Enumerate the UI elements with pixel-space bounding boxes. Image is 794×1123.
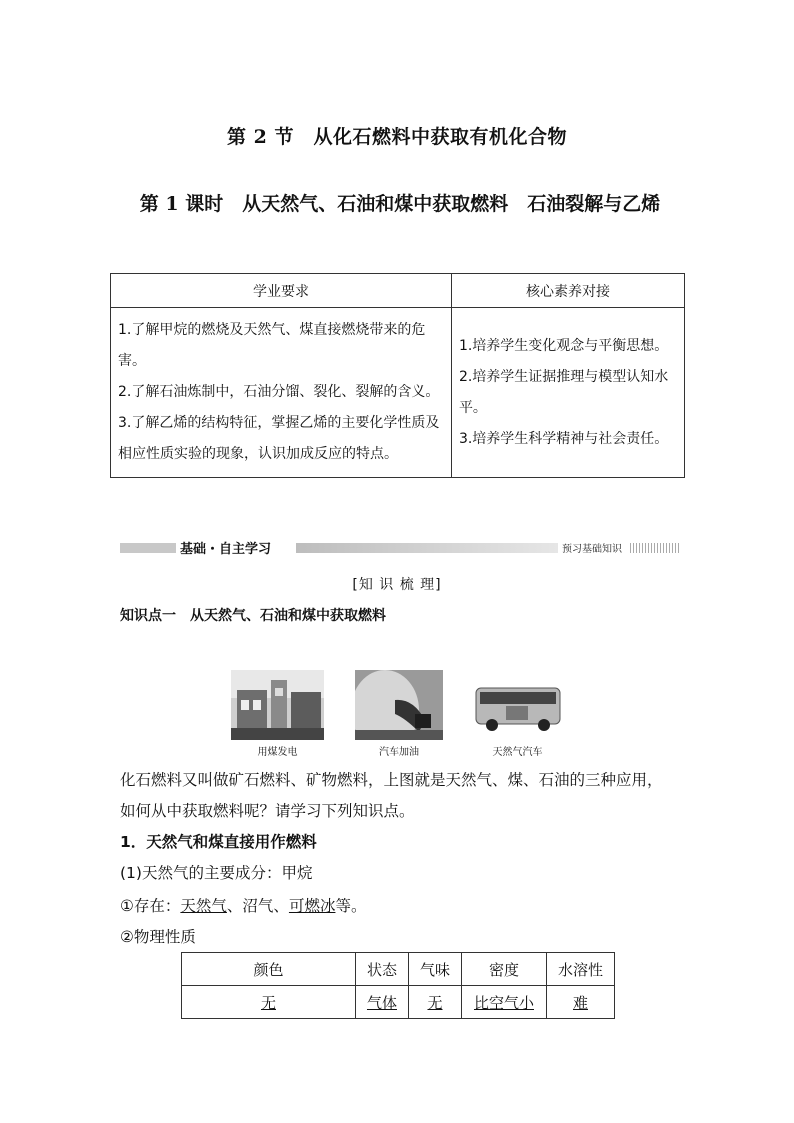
- table-row: [182, 953, 615, 986]
- table-header-cell: 密度: [462, 953, 547, 986]
- table-header-cell: 状态: [356, 953, 409, 986]
- physical-property-heading: ②物理性质: [120, 928, 196, 946]
- blank-answer: 可燃冰: [288, 897, 336, 915]
- table-cell: 无: [182, 986, 356, 1019]
- header-core-literacy: 核心素养对接: [451, 274, 684, 308]
- power-plant-photo: [231, 670, 324, 740]
- table-cell: 气体: [356, 986, 409, 1019]
- table-header-cell: 颜色: [182, 953, 356, 986]
- section-banner: [120, 540, 680, 557]
- banner-bar-middle: [296, 543, 558, 553]
- natural-gas-bus-photo: [470, 670, 565, 740]
- literacy-item: 3.培养学生科学精神与社会责任。: [458, 430, 669, 447]
- requirement-item: 1.了解甲烷的燃烧及天然气、煤直接燃烧带来的危害。: [118, 322, 426, 369]
- requirements-table: [110, 273, 685, 478]
- existence-line: ①存在：天然气、沼气、可燃冰等。: [120, 897, 367, 915]
- photo-caption: 天然气汽车: [492, 747, 543, 758]
- banner-right-label: 预习基础知识: [562, 544, 622, 555]
- section-title: [知 识 梳 理]: [352, 577, 442, 593]
- banner-bar-right: [630, 543, 680, 553]
- literacy-item: 2.培养学生证据推理与模型认知水平。: [458, 368, 669, 416]
- banner-bar-left: [120, 543, 176, 553]
- photo-caption: 用煤发电: [257, 747, 298, 758]
- table-cell: 比空气小: [462, 986, 547, 1019]
- lesson-subtitle: 第 1 课时 从天然气、石油和煤中获取燃料 石油裂解与乙烯: [139, 193, 661, 215]
- heading-natural-gas-coal: 1．天然气和煤直接用作燃料: [120, 833, 317, 851]
- table-cell: 难: [547, 986, 615, 1019]
- property-table: [181, 952, 615, 1019]
- header-requirements: 学业要求: [111, 274, 452, 308]
- requirement-item: 3.了解乙烯的结构特征，掌握乙烯的主要化学性质及相应性质实验的现象，认识加成反应的特点。: [118, 415, 440, 462]
- refueling-photo: [355, 670, 443, 740]
- table-header-cell: 气味: [409, 953, 462, 986]
- table-header-cell: 水溶性: [547, 953, 615, 986]
- banner-label: 基础・自主学习: [180, 542, 272, 557]
- photo-caption: 汽车加油: [379, 747, 419, 758]
- main-component-line: (1)天然气的主要成分：甲烷: [120, 864, 313, 882]
- requirement-item: 2.了解石油炼制中，石油分馏、裂化、裂解的含义。: [118, 384, 440, 400]
- intro-line: 化石燃料又叫做矿石燃料、矿物燃料，上图就是天然气、煤、石油的三种应用，: [120, 771, 663, 789]
- intro-line: 如何从中获取燃料呢？请学习下列知识点。: [120, 802, 415, 820]
- table-cell: 无: [409, 986, 462, 1019]
- knowledge-point-heading: 知识点一 从天然气、石油和煤中获取燃料: [120, 608, 386, 624]
- page-title: 第 2 节 从化石燃料中获取有机化合物: [227, 126, 567, 148]
- table-row: [182, 986, 615, 1019]
- blank-answer: 天然气: [180, 897, 227, 915]
- literacy-item: 1.培养学生变化观念与平衡思想。: [458, 337, 669, 354]
